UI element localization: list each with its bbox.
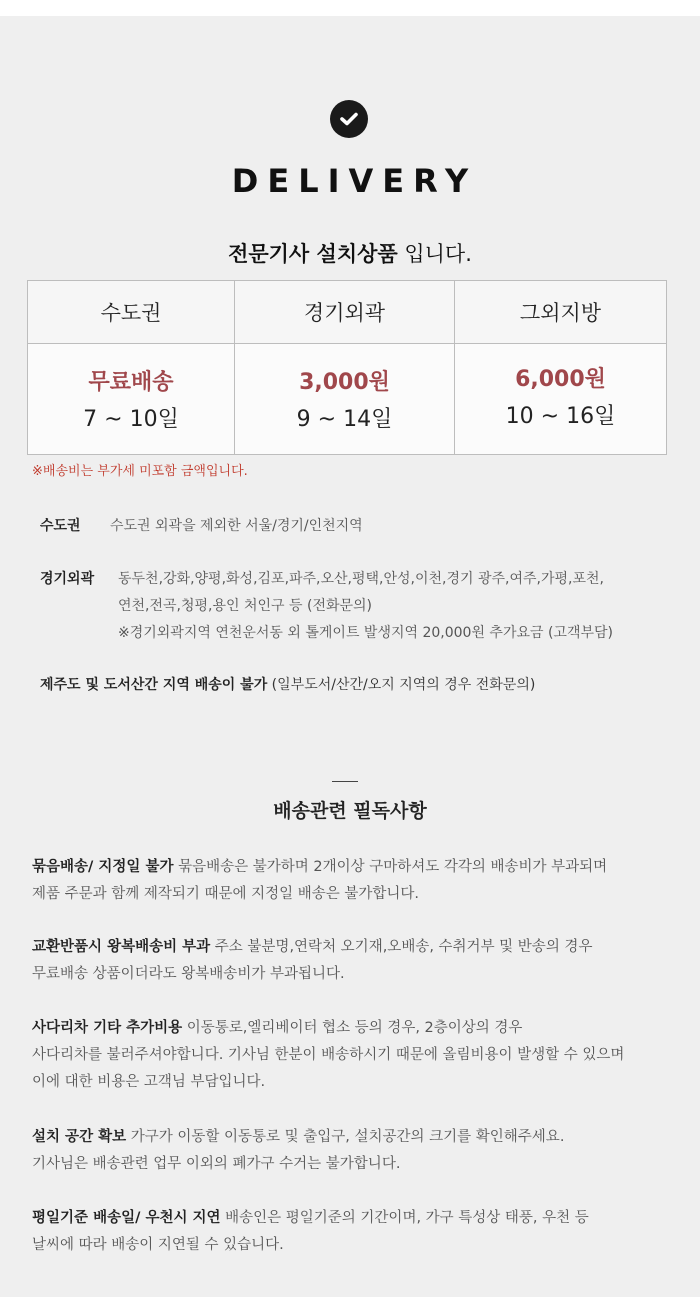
price-other: 6,000원 — [515, 367, 606, 392]
notice-line: 이동통로,엘리베이터 협소 등의 경우, 2층이상의 경우 — [182, 1020, 523, 1036]
delivery-panel — [0, 16, 700, 1297]
notice-return — [32, 934, 672, 988]
region-capital-text: 수도권 외곽을 제외한 서울/경기/인천지역 — [110, 518, 363, 534]
region-outer-line1: 동두천,강화,양평,화성,김포,파주,오산,평택,안성,이천,경기 광주,여주,가평,포천, — [118, 571, 604, 587]
notice-section-title: 배송관련 필독사항 — [273, 800, 427, 822]
notice-line: 묶음배송은 불가하며 2개이상 구마하셔도 각각의 배송비가 부과되며 — [173, 859, 608, 875]
notice-head: 사다리차 기타 추가비용 — [32, 1020, 183, 1036]
table-row — [28, 344, 667, 455]
cell-capital — [28, 344, 235, 455]
subtitle-bold: 전문기사 설치상품 — [228, 242, 398, 266]
notice-bundle — [32, 854, 672, 908]
header-other: 그외지방 — [455, 281, 667, 344]
notice-line: 배송인은 평일기준의 기간이며, 가구 특성상 태풍, 우천 등 — [220, 1210, 589, 1226]
shipping-rate-table — [27, 280, 667, 455]
delivery-subtitle — [0, 238, 700, 268]
header-outer: 경기외곽 — [235, 281, 455, 344]
region-jeju-bold: 제주도 및 도서산간 지역 배송이 불가 — [40, 677, 268, 693]
notice-line: 기사님은 배송관련 업무 이외의 폐가구 수거는 불가합니다. — [32, 1156, 401, 1172]
days-other: 10 ~ 16일 — [505, 404, 616, 429]
notice-line: 사다리차를 불러주셔야합니다. 기사님 한분이 배송하시기 때문에 올림비용이 발생할 수 있으며 — [32, 1047, 625, 1063]
notice-line: 무료배송 상품이더라도 왕복배송비가 부과됩니다. — [32, 966, 345, 982]
notice-line: 날씨에 따라 배송이 지연될 수 있습니다. — [32, 1237, 284, 1253]
notice-head: 묶음배송/ 지정일 불가 — [32, 859, 174, 875]
days-capital: 7 ~ 10일 — [83, 407, 179, 432]
delivery-title: DELIVERY — [231, 162, 478, 200]
check-circle-icon — [330, 100, 368, 138]
region-outer-label: 경기외곽 — [40, 571, 95, 587]
notice-head: 평일기준 배송일/ 우천시 지연 — [32, 1210, 221, 1226]
header-capital: 수도권 — [28, 281, 235, 344]
notice-head: 설치 공간 확보 — [32, 1129, 127, 1145]
region-capital-label: 수도권 — [40, 518, 81, 534]
table-header-row — [28, 281, 667, 344]
notice-space — [32, 1124, 672, 1178]
notice-line: 가구가 이동할 이동통로 및 출입구, 설치공간의 크기를 확인해주세요. — [126, 1129, 565, 1145]
region-outer-line3: ※경기외곽지역 연천운서동 외 톨게이트 발생지역 20,000원 추가요금 (고객부담) — [118, 625, 613, 641]
region-outer-line2: 연천,전곡,청평,용인 처인구 등 (전화문의) — [118, 598, 373, 614]
notice-line: 이에 대한 비용은 고객님 부담입니다. — [32, 1074, 266, 1090]
days-outer: 9 ~ 14일 — [296, 407, 393, 432]
notice-line: 제품 주문과 함께 제작되기 때문에 지정일 배송은 불가합니다. — [32, 886, 420, 902]
region-jeju-text: (일부도서/산간/오지 지역의 경우 전화문의) — [267, 677, 536, 693]
region-outer — [40, 566, 613, 647]
price-outer: 3,000원 — [299, 370, 390, 395]
notice-ladder — [32, 1015, 672, 1096]
cell-outer — [235, 344, 455, 455]
notice-line: 주소 불분명,연락처 오기재,오배송, 수취거부 및 반송의 경우 — [210, 939, 593, 955]
cell-other — [455, 344, 667, 455]
check-mark-icon — [339, 111, 359, 127]
vat-note: ※배송비는 부가세 미포함 금액입니다. — [32, 464, 248, 479]
subtitle-rest: 입니다. — [397, 242, 472, 266]
notice-weekday — [32, 1205, 672, 1259]
section-divider — [332, 781, 358, 782]
price-capital: 무료배송 — [88, 370, 174, 395]
region-jeju — [40, 672, 535, 699]
notice-head: 교환반품시 왕복배송비 부과 — [32, 939, 211, 955]
region-capital — [40, 513, 363, 540]
